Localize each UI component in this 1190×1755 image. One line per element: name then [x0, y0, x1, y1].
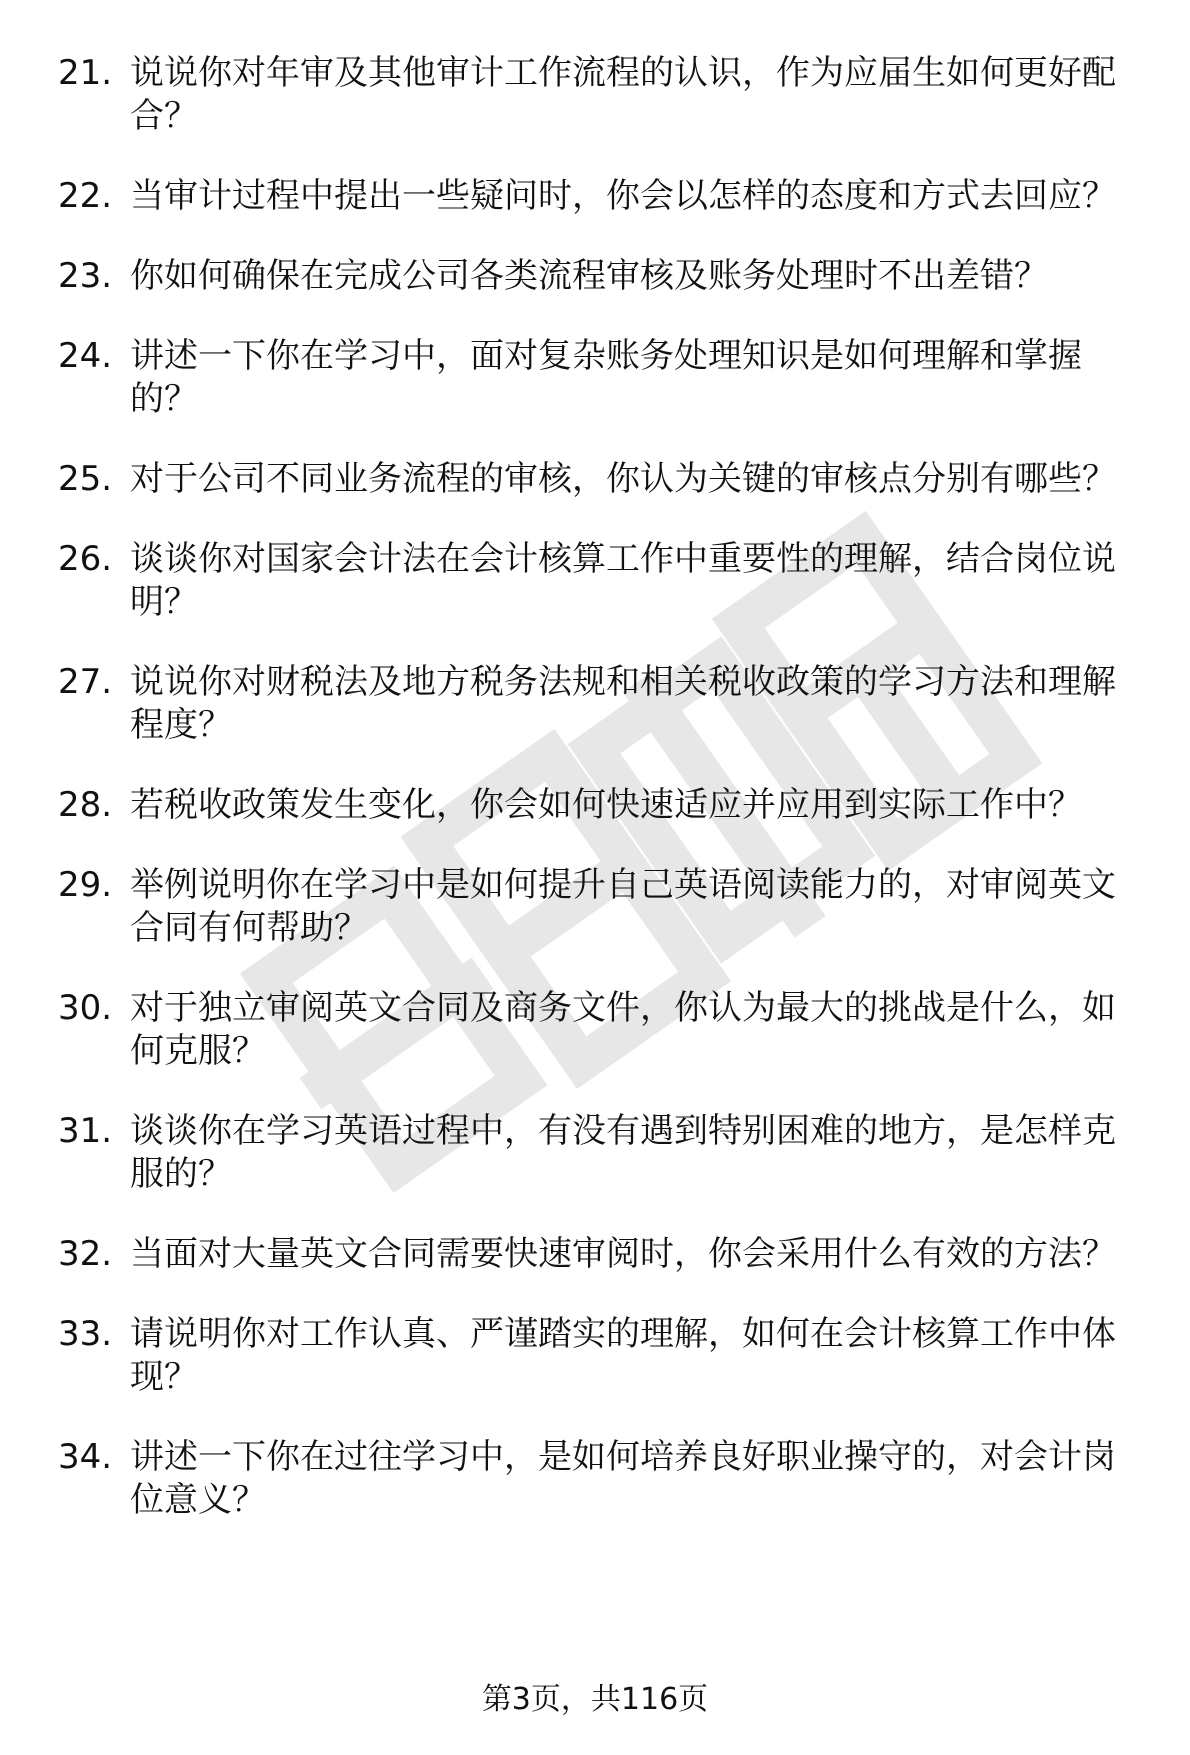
question-item: [58, 175, 1148, 218]
question-number: 24.: [58, 336, 113, 376]
question-number: 21.: [58, 53, 113, 93]
question-item: [58, 1313, 1148, 1399]
question-number: 26.: [58, 539, 113, 579]
question-text: 说说你对财税法及地方税务法规和相关税收政策的学习方法和理解程度？: [130, 662, 1116, 745]
question-text: 说说你对年审及其他审计工作流程的认识，作为应届生如何更好配合？: [130, 53, 1116, 136]
question-number: 29.: [58, 865, 113, 905]
question-number: 31.: [58, 1111, 113, 1151]
question-number: 25.: [58, 459, 113, 499]
question-item: [58, 1110, 1148, 1196]
question-number: 22.: [58, 176, 113, 216]
question-number: 30.: [58, 988, 113, 1028]
question-item: [58, 784, 1148, 827]
question-list: [58, 52, 1148, 1559]
question-number: 23.: [58, 256, 113, 296]
question-number: 27.: [58, 662, 113, 702]
question-item: [58, 458, 1148, 501]
question-text: 当审计过程中提出一些疑问时，你会以怎样的态度和方式去回应？: [130, 176, 1116, 216]
question-text: 对于独立审阅英文合同及商务文件，你认为最大的挑战是什么，如何克服？: [130, 988, 1116, 1071]
page-footer: 第3页，共116页: [481, 1682, 709, 1717]
question-text: 当面对大量英文合同需要快速审阅时，你会采用什么有效的方法？: [130, 1234, 1116, 1274]
question-text: 对于公司不同业务流程的审核，你认为关键的审核点分别有哪些？: [130, 459, 1116, 499]
question-text: 谈谈你在学习英语过程中，有没有遇到特别困难的地方，是怎样克服的？: [130, 1111, 1116, 1194]
question-item: [58, 538, 1148, 624]
question-number: 28.: [58, 785, 113, 825]
question-text: 请说明你对工作认真、严谨踏实的理解，如何在会计核算工作中体现？: [130, 1314, 1116, 1397]
question-text: 若税收政策发生变化，你会如何快速适应并应用到实际工作中？: [130, 785, 1082, 825]
question-item: [58, 335, 1148, 421]
question-item: [58, 1233, 1148, 1276]
question-item: [58, 1436, 1148, 1522]
question-text: 举例说明你在学习中是如何提升自己英语阅读能力的，对审阅英文合同有何帮助？: [130, 865, 1116, 948]
question-item: [58, 661, 1148, 747]
question-item: [58, 987, 1148, 1073]
question-text: 讲述一下你在过往学习中，是如何培养良好职业操守的，对会计岗位意义？: [130, 1437, 1116, 1520]
question-number: 32.: [58, 1234, 113, 1274]
question-number: 33.: [58, 1314, 113, 1354]
question-text: 讲述一下你在学习中，面对复杂账务处理知识是如何理解和掌握的？: [130, 336, 1082, 419]
question-text: 你如何确保在完成公司各类流程审核及账务处理时不出差错？: [130, 256, 1048, 296]
question-item: [58, 52, 1148, 138]
question-item: [58, 255, 1148, 298]
question-number: 34.: [58, 1437, 113, 1477]
question-text: 谈谈你对国家会计法在会计核算工作中重要性的理解，结合岗位说明？: [130, 539, 1116, 622]
question-item: [58, 864, 1148, 950]
